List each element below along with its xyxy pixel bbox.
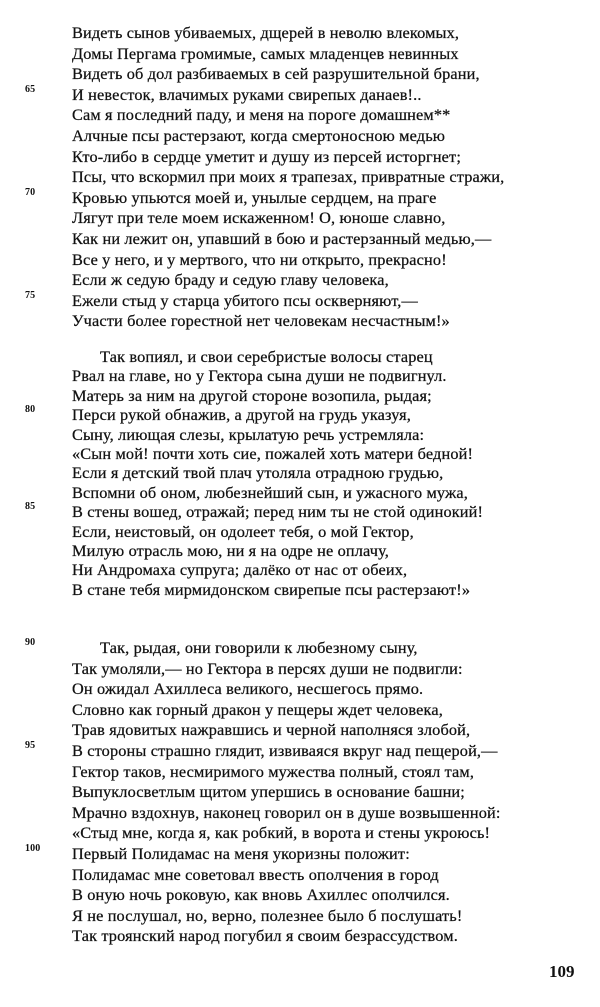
- verse-text: «Сын мой! почти хоть сие, пожалей хоть матери бедной!: [72, 443, 474, 463]
- verse-text: Ежели стыд у старца убитого псы оскверняют,—: [72, 290, 418, 310]
- verse-text: Полидамас мне советовал ввесть ополчения в город: [72, 864, 439, 884]
- verse-line: [0, 405, 600, 424]
- verse-line: [0, 311, 600, 332]
- verse-text: Домы Пергама громимые, самых младенцев невинных: [72, 43, 459, 63]
- verse-line: [0, 386, 600, 405]
- verse-line: [0, 167, 600, 188]
- verse-line: [0, 803, 600, 824]
- verse-text: Если, неистовый, он одолеет тебя, о мой Гектор,: [72, 521, 414, 541]
- verse-line: [0, 483, 600, 502]
- verse-text: В стороны страшно глядит, извиваяся вкруг над пещерой,—: [72, 740, 498, 760]
- verse-text: Все у него, и у мертвого, что ни открыто, прекрасно!: [72, 249, 447, 269]
- verse-text: Гектор таков, несмиримого мужества полный, стоял там,: [72, 761, 475, 781]
- verse-line: [0, 502, 600, 521]
- verse-text: Видеть сынов убиваемых, дщерей в неволю влекомых,: [72, 23, 460, 42]
- verse-text: Мрачно вздохнув, наконец говорил он в душе возвышенной:: [72, 802, 501, 822]
- verse-line: [0, 291, 600, 312]
- verse-text: В стане тебя мирмидонском свирепые псы растерзают!»: [72, 579, 471, 599]
- line-number: 95: [25, 739, 36, 751]
- verse-text: Выпуклосветлым щитом упершись в основание башни;: [72, 782, 465, 802]
- verse-text: Так, рыдая, они говорили к любезному сыну,: [100, 638, 418, 657]
- verse-text: Матерь за ним на другой стороне возопила, рыдая;: [72, 385, 432, 405]
- verse-text: Если я детский твой плач утоляла отрадною грудью,: [72, 463, 444, 483]
- verse-text: Кто-либо в сердце уметит и душу из персей исторгнет;: [72, 146, 461, 166]
- verse-line: [0, 44, 600, 65]
- verse-line: [0, 541, 600, 560]
- verse-line: [0, 425, 600, 444]
- verse-text: Алчные псы растерзают, когда смертоносною медью: [72, 125, 446, 145]
- line-number: 100: [25, 842, 41, 854]
- verse-text: Сыну, лиющая слезы, крылатую речь устремляла:: [72, 424, 425, 444]
- verse-line: [0, 366, 600, 385]
- line-number: 70: [25, 186, 36, 198]
- verse-text: Видеть об дол разбиваемых в сей разрушительной брани,: [72, 64, 480, 84]
- verse-line: [0, 741, 600, 762]
- verse-line: [0, 105, 600, 126]
- verse-text: Так вопиял, и свои серебристые волосы старец: [100, 347, 433, 366]
- verse-text: Милую отрасль мою, ни я на одре не оплачу,: [72, 540, 389, 560]
- verse-text: Словно как горный дракон у пещеры ждет человека,: [72, 699, 443, 719]
- verse-line: [0, 250, 600, 271]
- verse-line: [0, 906, 600, 927]
- verse-line: [0, 659, 600, 680]
- verse-text: Участи более горестной нет человекам несчастным!»: [72, 311, 450, 331]
- verse-text: Если ж седую браду и седую главу человека,: [72, 270, 389, 290]
- verse-line: [0, 865, 600, 886]
- line-number: 75: [25, 289, 36, 301]
- verse-line: [0, 762, 600, 783]
- verse-line: [0, 147, 600, 168]
- verse-line: [0, 560, 600, 579]
- verse-text: Так троянский народ погубил я своим безрассудством.: [72, 926, 458, 946]
- verse-text: Кровью упьются моей и, унылые сердцем, на праге: [72, 187, 437, 207]
- stanza-3: [0, 638, 600, 947]
- verse-text: Вспомни об оном, любезнейший сын, и ужасного мужа,: [72, 482, 468, 502]
- verse-text: В стены вошед, отражай; перед ним ты не стой одинокий!: [72, 502, 484, 522]
- verse-text: Так умоляли,— но Гектора в персях души не подвигли:: [72, 658, 463, 678]
- verse-line: [0, 522, 600, 541]
- verse-line: [0, 229, 600, 250]
- verse-text: Трав ядовитых нажравшись и черной наполняся злобой,: [72, 720, 471, 740]
- line-number: 65: [25, 83, 36, 95]
- line-number: 90: [25, 637, 36, 648]
- line-number: 80: [25, 404, 36, 416]
- verse-line: [0, 720, 600, 741]
- stanza-2: [0, 347, 600, 599]
- verse-text: Как ни лежит он, упавший в бою и растерзанный медью,—: [72, 228, 492, 248]
- verse-line: [0, 126, 600, 147]
- page-number: 109: [549, 962, 575, 981]
- verse-line: [0, 444, 600, 463]
- verse-text: В оную ночь роковую, как вновь Ахиллес ополчился.: [72, 885, 450, 905]
- verse-text: Сам я последний паду, и меня на пороге домашнем**: [72, 105, 451, 125]
- verse-line: [0, 188, 600, 209]
- verse-line: [0, 580, 600, 599]
- verse-line: [0, 64, 600, 85]
- verse-line: [0, 23, 600, 44]
- verse-line: [0, 270, 600, 291]
- verse-text: Лягут при теле моем искаженном! О, юноше славно,: [72, 208, 446, 228]
- verse-line: [0, 823, 600, 844]
- verse-text: Он ожидал Ахиллеса великого, несшегось прямо.: [72, 679, 424, 699]
- verse-text: Первый Полидамас на меня укоризны положит:: [72, 843, 410, 863]
- stanza-1: [0, 23, 600, 332]
- verse-line: [0, 844, 600, 865]
- verse-text: Я не послушал, но, верно, полезнее было б послушать!: [72, 905, 463, 925]
- verse-line: [0, 679, 600, 700]
- verse-line: [0, 85, 600, 106]
- verse-text: Рвал на главе, но у Гектора сына души не подвигнул.: [72, 366, 447, 386]
- verse-line: [0, 782, 600, 803]
- verse-text: Перси рукой обнажив, а другой на грудь указуя,: [72, 405, 412, 425]
- verse-line: [0, 926, 600, 947]
- verse-line: [0, 638, 600, 659]
- verse-text: Псы, что вскормил при моих я трапезах, привратные стражи,: [72, 167, 505, 187]
- line-number: 85: [25, 501, 36, 513]
- verse-line: [0, 463, 600, 482]
- verse-text: И невесток, влачимых руками свирепых данаев!..: [72, 84, 422, 104]
- verse-line: [0, 208, 600, 229]
- verse-line: [0, 347, 600, 366]
- verse-line: [0, 700, 600, 721]
- verse-text: «Стыд мне, когда я, как робкий, в ворота и стены укроюсь!: [72, 823, 491, 843]
- verse-text: Ни Андромаха супруга; далёко от нас от обеих,: [72, 560, 408, 580]
- verse-line: [0, 885, 600, 906]
